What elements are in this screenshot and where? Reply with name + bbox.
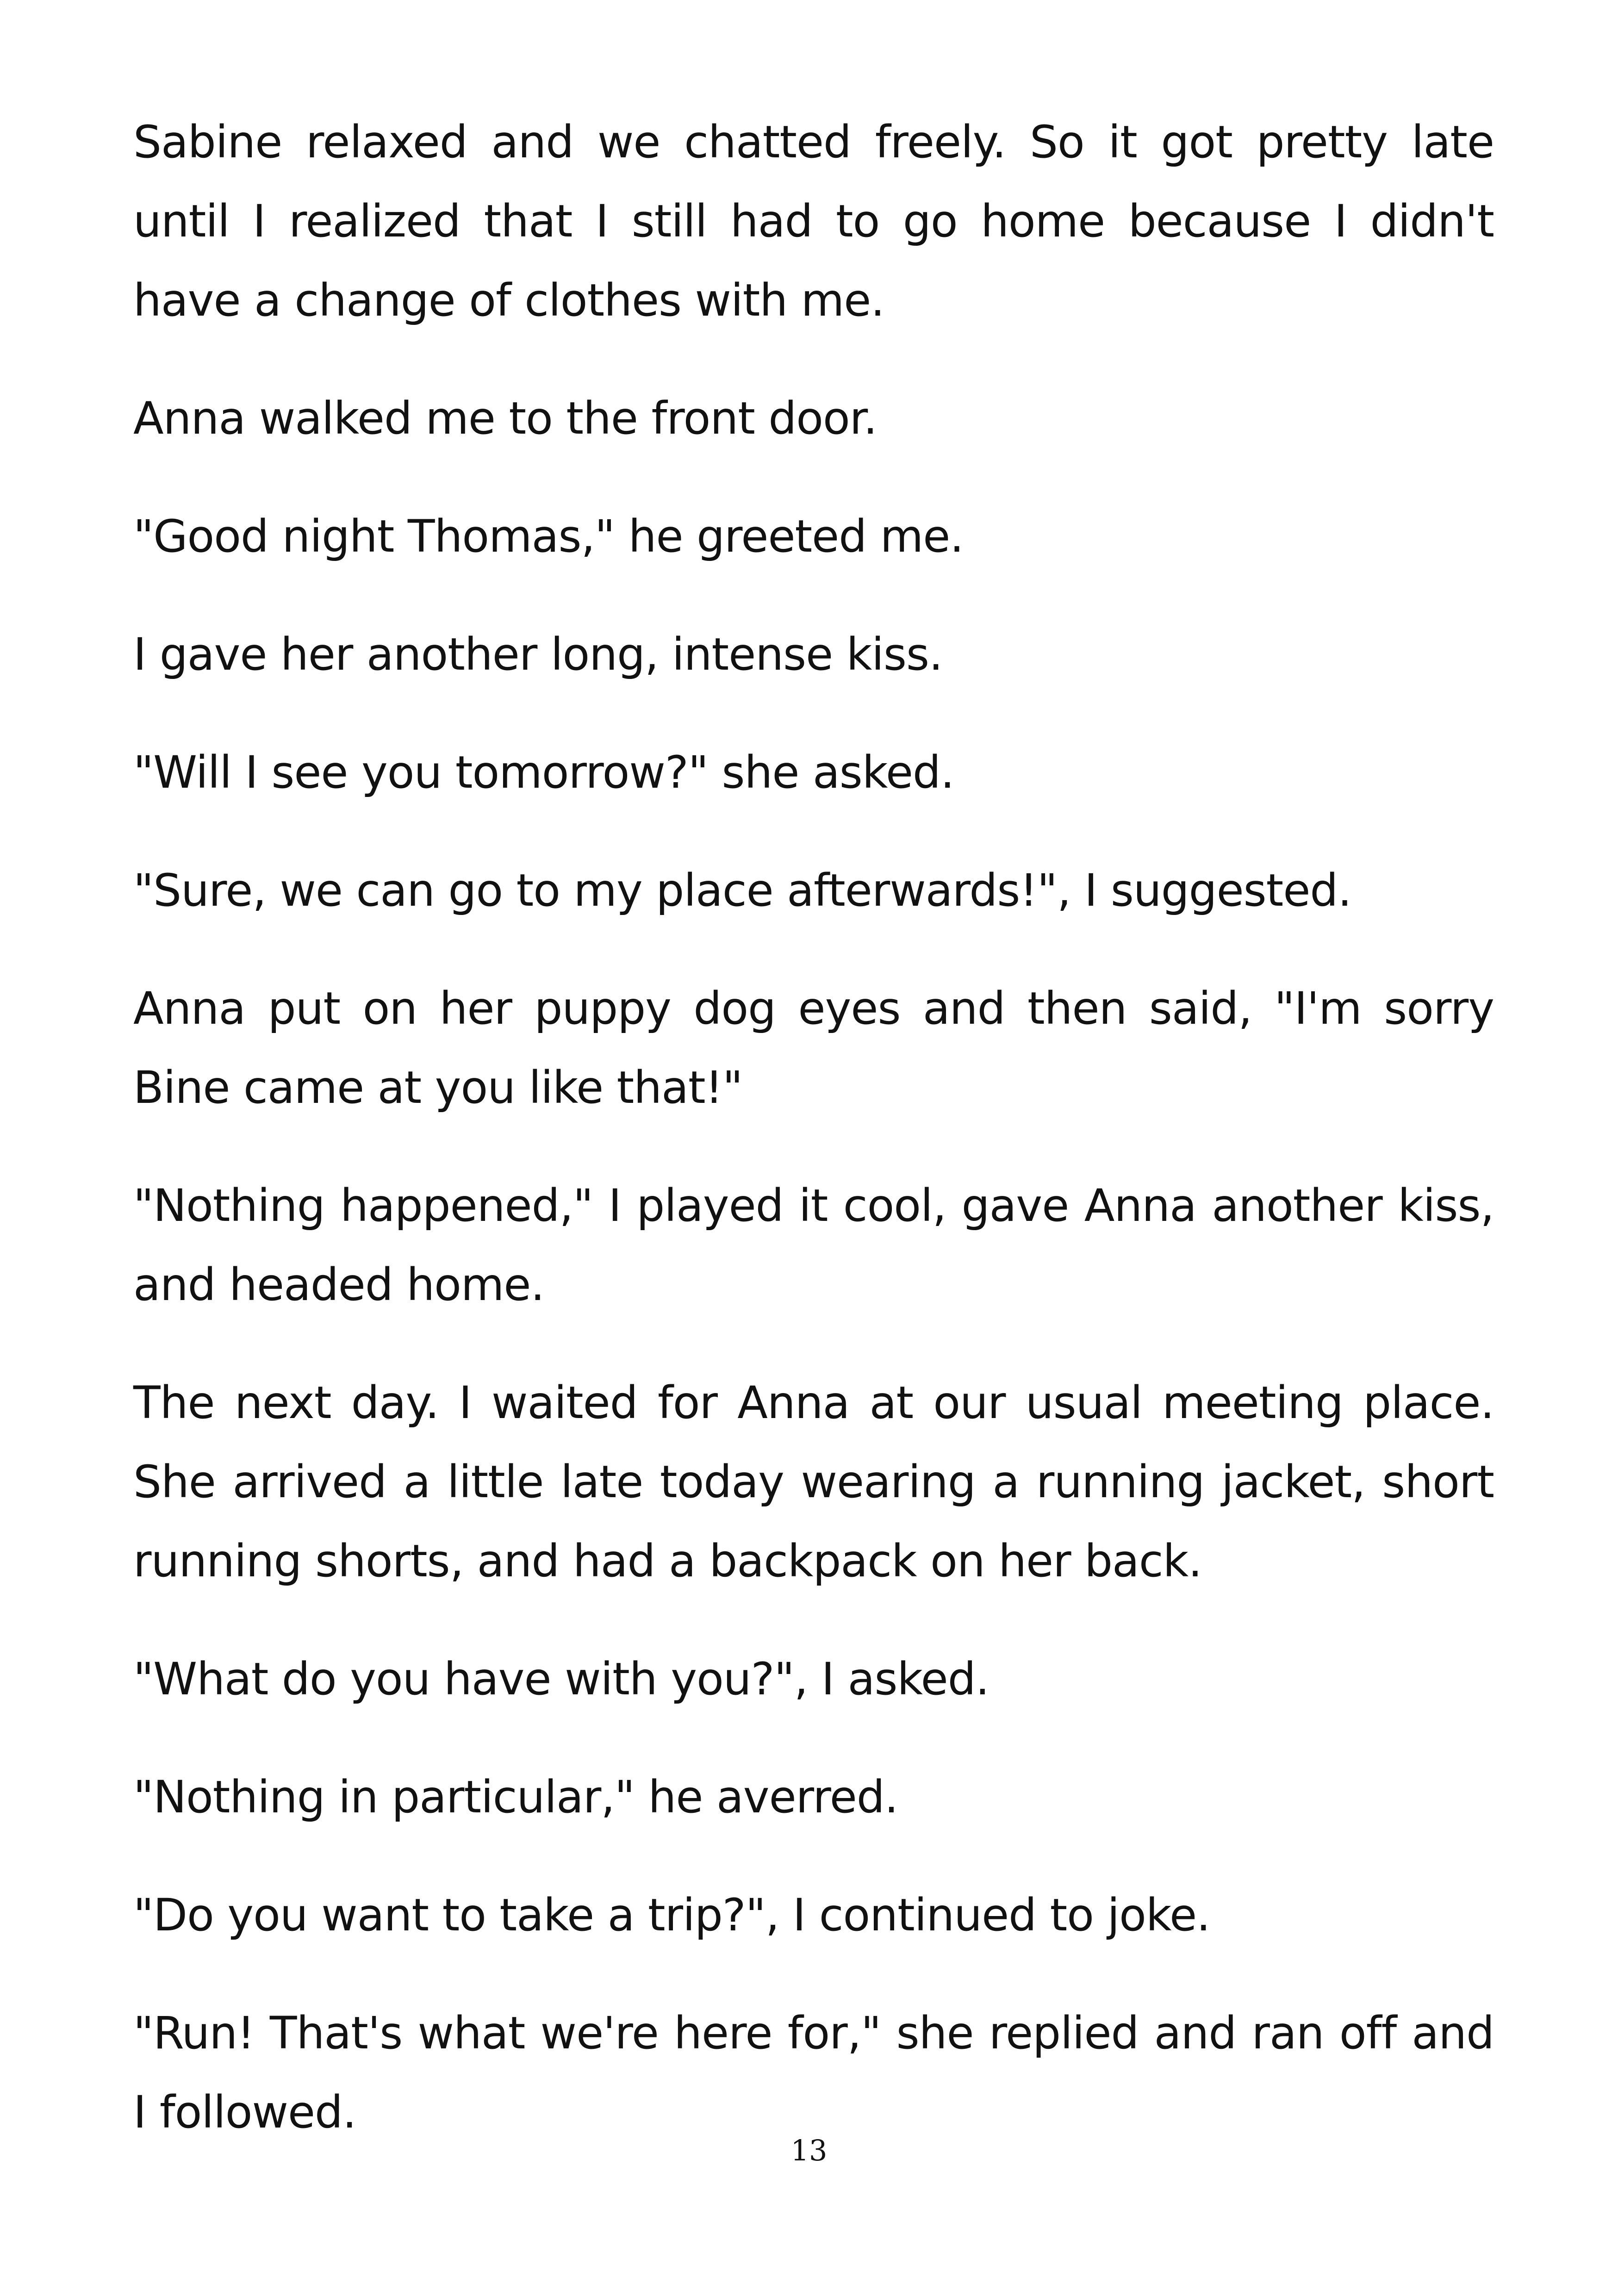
- paragraph: "Nothing happened," I played it cool, gave Anna another kiss, and headed home.: [133, 1180, 1494, 1311]
- paragraph: Anna put on her puppy dog eyes and then said, "I'm sorry Bine came at you like that!": [133, 983, 1494, 1114]
- paragraph: Anna walked me to the front door.: [133, 392, 877, 444]
- paragraph: "Will I see you tomorrow?" she asked.: [133, 747, 954, 798]
- paragraph: The next day. I waited for Anna at our usual meeting place. She arrived a little late today wearing a running jacket, short running shorts, and had a backpack on her back.: [133, 1377, 1494, 1587]
- paragraph: "Do you want to take a trip?", I continued to joke.: [133, 1889, 1210, 1941]
- paragraph: "Run! That's what we're here for," she replied and ran off and I followed.: [133, 2007, 1494, 2138]
- paragraph: Sabine relaxed and we chatted freely. So it got pretty late until I realized that I still had to go home because I didn't have a change of clothes with me.: [133, 116, 1494, 326]
- paragraph: "Good night Thomas," he greeted me.: [133, 510, 964, 562]
- paragraph: "Nothing in particular," he averred.: [133, 1771, 898, 1823]
- page-number: 13: [790, 2134, 828, 2167]
- paragraph: I gave her another long, intense kiss.: [133, 628, 943, 680]
- body-text: [133, 103, 1494, 2191]
- paragraph: "Sure, we can go to my place afterwards!", I suggested.: [133, 865, 1351, 916]
- paragraph: "What do you have with you?", I asked.: [133, 1653, 989, 1705]
